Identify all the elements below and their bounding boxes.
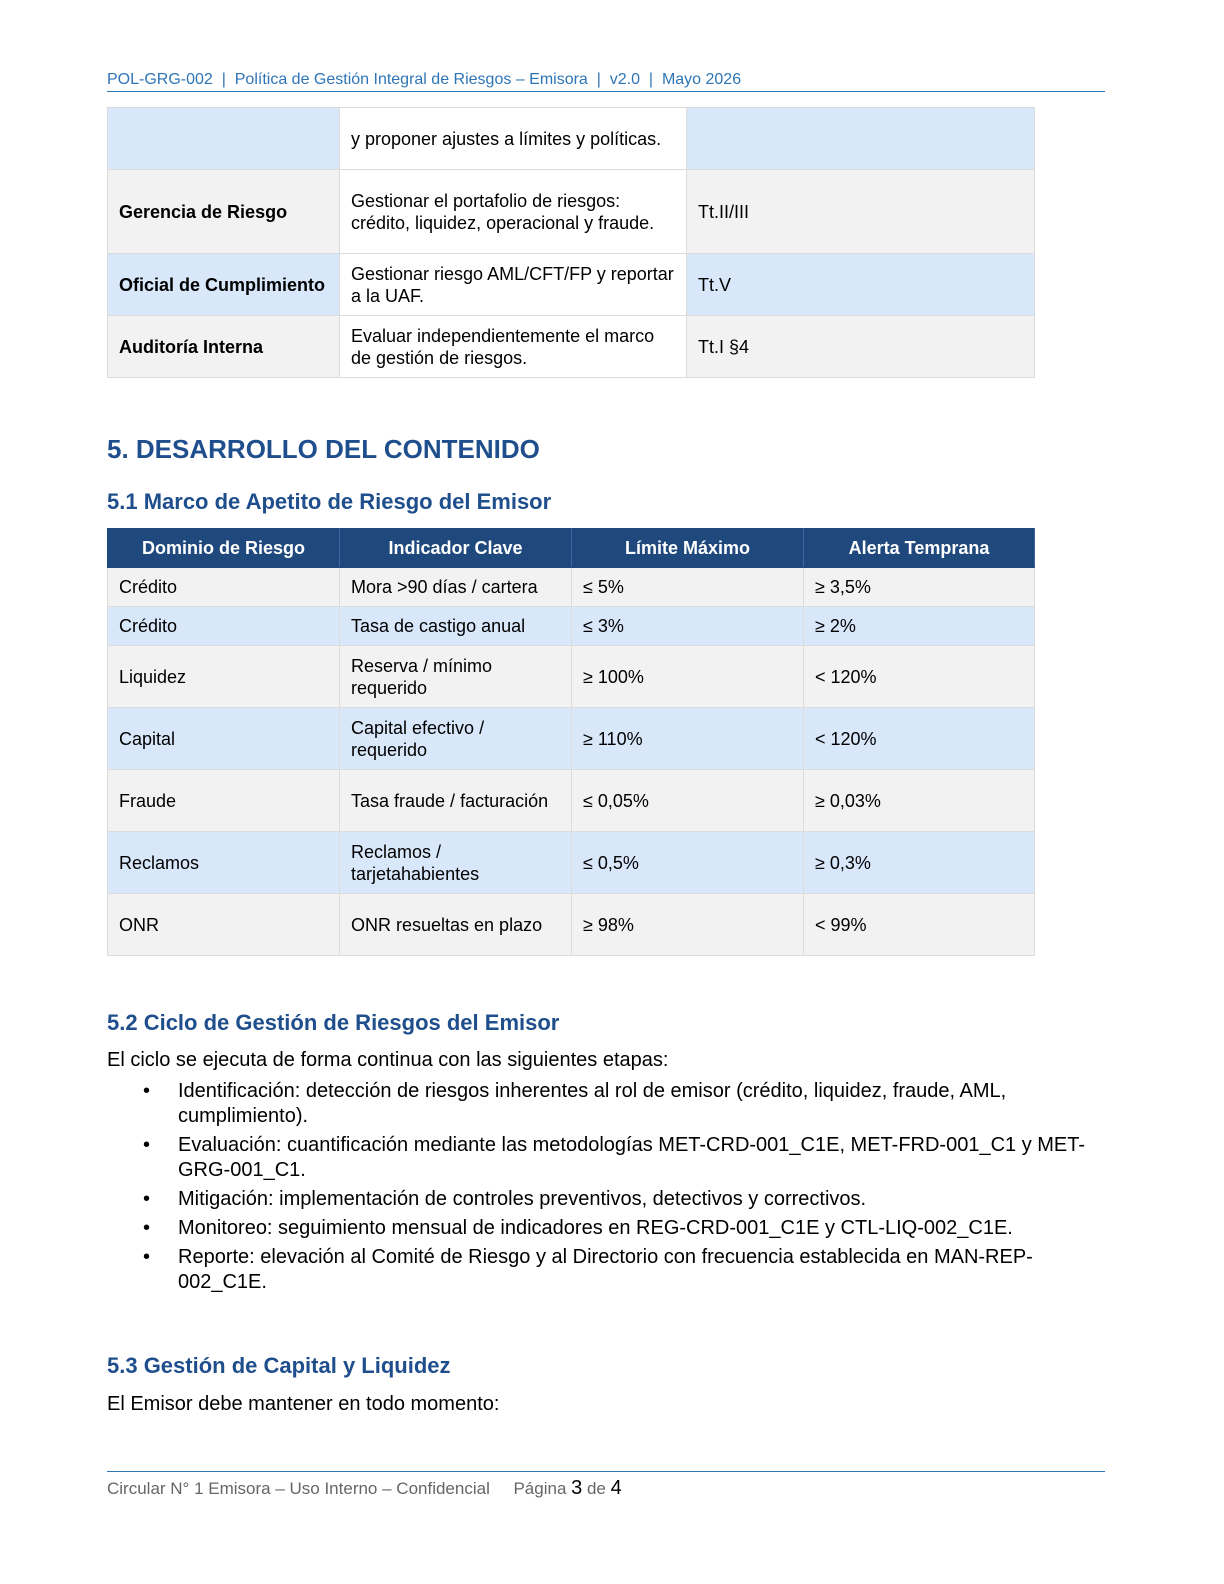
indicator-cell: Reserva / mínimo requerido	[340, 646, 572, 708]
table-row	[108, 170, 1035, 254]
limit-cell: ≥ 98%	[572, 894, 804, 956]
alert-cell: ≥ 0,3%	[804, 832, 1035, 894]
table-row	[108, 894, 1035, 956]
indicator-cell: Mora >90 días / cartera	[340, 568, 572, 607]
indicator-cell: Tasa de castigo anual	[340, 607, 572, 646]
indicator-cell: Capital efectivo / requerido	[340, 708, 572, 770]
role-cell	[108, 108, 340, 170]
list-item: • Monitoreo: seguimiento mensual de indicadores en REG-CRD-001_C1E y CTL-LIQ-002_C1E.	[107, 1216, 1105, 1241]
roles-table	[107, 107, 1035, 378]
description-cell: Gestionar el portafolio de riesgos: crédito, liquidez, operacional y fraude.	[340, 170, 687, 254]
page-number: 3	[571, 1477, 583, 1499]
page-footer	[107, 1471, 1105, 1501]
reference-cell: Tt.V	[687, 254, 1035, 316]
section-5-heading: 5. DESARROLLO DEL CONTENIDO	[107, 434, 540, 464]
section-5-3-heading: 5.3 Gestión de Capital y Liquidez	[107, 1353, 451, 1378]
list-item: • Mitigación: implementación de controles preventivos, detectivos y correctivos.	[107, 1187, 1105, 1212]
capital-intro: El Emisor debe mantener en todo momento:	[107, 1393, 500, 1415]
role-cell: Gerencia de Riesgo	[108, 170, 340, 254]
reference-cell: Tt.I §4	[687, 316, 1035, 378]
table-row	[108, 108, 1035, 170]
reference-cell	[687, 108, 1035, 170]
domain-cell: Capital	[108, 708, 340, 770]
alert-cell: < 99%	[804, 894, 1035, 956]
list-item: • Reporte: elevación al Comité de Riesgo y al Directorio con frecuencia establecida en MAN-REP-002_C1E.	[107, 1245, 1105, 1295]
table-row	[108, 254, 1035, 316]
list-item: • Evaluación: cuantificación mediante las metodologías MET-CRD-001_C1E, MET-FRD-001_C1 y MET-GRG-001_C1.	[107, 1133, 1105, 1183]
description-cell: Evaluar independientemente el marco de gestión de riesgos.	[340, 316, 687, 378]
section-5-1-heading: 5.1 Marco de Apetito de Riesgo del Emisor	[107, 489, 552, 514]
limit-cell: ≤ 0,5%	[572, 832, 804, 894]
cycle-intro: El ciclo se ejecuta de forma continua con las siguientes etapas:	[107, 1049, 669, 1071]
page-header: POL-GRG-002 | Política de Gestión Integral de Riesgos – Emisora | v2.0 | Mayo 2026	[107, 70, 1105, 92]
column-header: Límite Máximo	[572, 529, 804, 568]
column-header: Dominio de Riesgo	[108, 529, 340, 568]
alert-cell: ≥ 2%	[804, 607, 1035, 646]
column-header: Alerta Temprana	[804, 529, 1035, 568]
table-row	[108, 708, 1035, 770]
column-header: Indicador Clave	[340, 529, 572, 568]
role-cell: Oficial de Cumplimiento	[108, 254, 340, 316]
domain-cell: Reclamos	[108, 832, 340, 894]
limit-cell: ≤ 5%	[572, 568, 804, 607]
domain-cell: ONR	[108, 894, 340, 956]
table-row	[108, 568, 1035, 607]
alert-cell: < 120%	[804, 708, 1035, 770]
alert-cell: ≥ 3,5%	[804, 568, 1035, 607]
page-total: 4	[610, 1477, 622, 1499]
table-header-row	[108, 529, 1035, 568]
limit-cell: ≤ 0,05%	[572, 770, 804, 832]
list-item: • Identificación: detección de riesgos inherentes al rol de emisor (crédito, liquidez, fraude, AML, cumplimiento).	[107, 1079, 1105, 1129]
limit-cell: ≥ 100%	[572, 646, 804, 708]
domain-cell: Crédito	[108, 568, 340, 607]
table-row	[108, 607, 1035, 646]
limit-cell: ≤ 3%	[572, 607, 804, 646]
footer-of: de	[582, 1479, 611, 1498]
table-row	[108, 832, 1035, 894]
limit-cell: ≥ 110%	[572, 708, 804, 770]
section-5-2-heading: 5.2 Ciclo de Gestión de Riesgos del Emisor	[107, 1010, 560, 1035]
table-row	[108, 770, 1035, 832]
reference-cell: Tt.II/III	[687, 170, 1035, 254]
footer-text: Circular N° 1 Emisora – Uso Interno – Confidencial Página	[107, 1479, 572, 1498]
risk-appetite-table	[107, 528, 1035, 956]
role-cell: Auditoría Interna	[108, 316, 340, 378]
table-row	[108, 316, 1035, 378]
indicator-cell: ONR resueltas en plazo	[340, 894, 572, 956]
table-row	[108, 646, 1035, 708]
domain-cell: Liquidez	[108, 646, 340, 708]
description-cell: Gestionar riesgo AML/CFT/FP y reportar a la UAF.	[340, 254, 687, 316]
description-cell: y proponer ajustes a límites y políticas.	[340, 108, 687, 170]
indicator-cell: Reclamos / tarjetahabientes	[340, 832, 572, 894]
indicator-cell: Tasa fraude / facturación	[340, 770, 572, 832]
domain-cell: Crédito	[108, 607, 340, 646]
alert-cell: ≥ 0,03%	[804, 770, 1035, 832]
alert-cell: < 120%	[804, 646, 1035, 708]
cycle-steps-list	[107, 1079, 1105, 1299]
domain-cell: Fraude	[108, 770, 340, 832]
